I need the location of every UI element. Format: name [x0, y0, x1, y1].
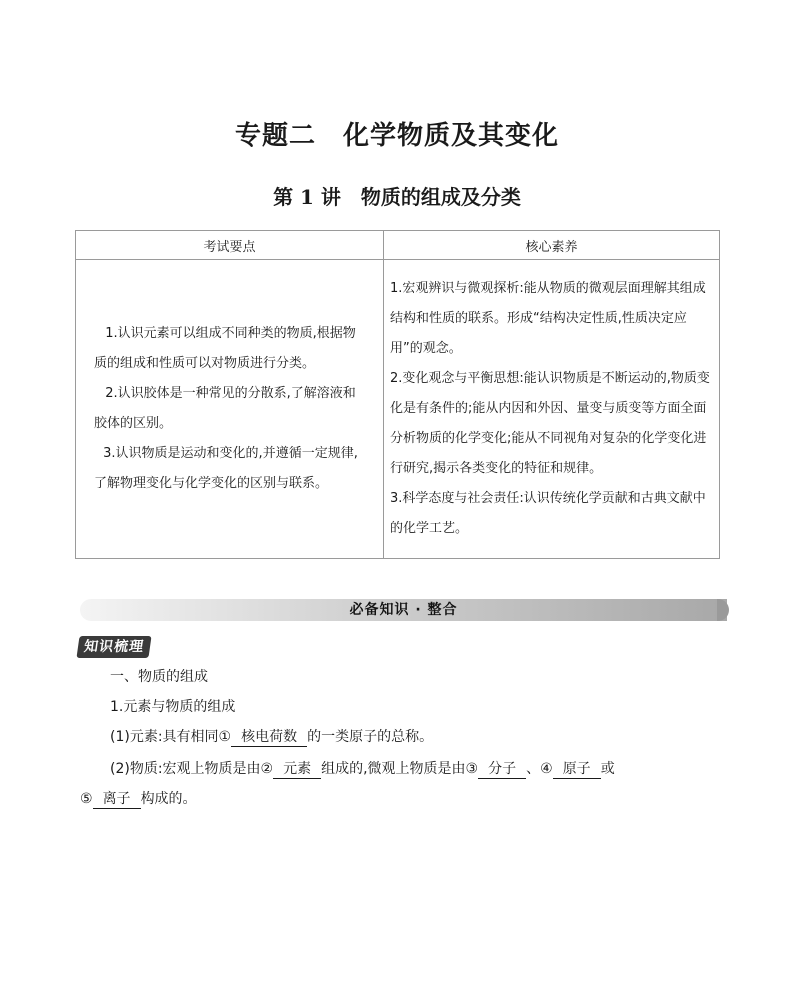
section-banner: 必备知识 · 整合	[80, 599, 727, 621]
text-segment: 构成的。	[140, 791, 197, 807]
exam-point-line: 质的组成和性质可以对物质进行分类。	[94, 356, 316, 371]
answer-blank: 原子	[553, 760, 601, 779]
element-definition	[110, 726, 433, 747]
answer-blank: 元素	[273, 760, 321, 779]
literacy-item: 3.科学态度与社会责任:认识传统化学贡献和古典文献中的化学工艺。	[390, 491, 706, 536]
exam-point-item	[80, 319, 381, 379]
chapter-title: 专题二 化学物质及其变化	[234, 121, 559, 151]
core-literacy-cell	[384, 260, 720, 559]
literacy-item: 1.宏观辨识与微观探析:能从物质的微观层面理解其组成结构和性质的联系。形成“结构决定性质,性质决定应用”的观念。	[390, 281, 706, 356]
exam-point-line: 2.认识胶体是一种常见的分散系,了解溶液和	[105, 386, 356, 401]
exam-point-line: 胶体的区别。	[94, 416, 173, 431]
matter-definition-cont	[80, 788, 197, 809]
exam-point-line: 1.认识元素可以组成不同种类的物质,根据物	[105, 326, 356, 341]
exam-points-cell	[76, 260, 384, 559]
exam-point-line: 3.认识物质是运动和变化的,并遵循一定规律,	[103, 446, 358, 461]
literacy-item: 2.变化观念与平衡思想:能认识物质是不断运动的,物质变化是有条件的;能从内因和外因、量变与质变等方面全面分析物质的化学变化;能从不同视角对复杂的化学变化进行研究,揭示各类变化的特征和规律。	[390, 371, 710, 476]
exam-point-item	[80, 379, 381, 439]
text-segment: (1)元素:具有相同①	[110, 729, 232, 745]
requirements-table	[75, 230, 720, 559]
knowledge-badge: 知识梳理	[76, 636, 151, 658]
answer-blank: 核电荷数	[231, 728, 307, 747]
answer-blank: 分子	[478, 760, 526, 779]
exam-point-item	[80, 439, 381, 499]
core-literacy-header: 核心素养	[384, 231, 720, 260]
exam-points-header: 考试要点	[76, 231, 384, 260]
lesson-title: 第 1 讲 物质的组成及分类	[273, 185, 521, 209]
text-segment: 的一类原子的总称。	[307, 729, 434, 745]
matter-definition	[110, 758, 615, 779]
text-segment: ⑤	[80, 791, 93, 807]
text-segment: (2)物质:宏观上物质是由②	[110, 761, 274, 777]
exam-point-line: 了解物理变化与化学变化的区别与联系。	[94, 476, 329, 491]
text-segment: 组成的,微观上物质是由③	[321, 761, 479, 777]
subsection-heading: 1.元素与物质的组成	[110, 699, 236, 715]
text-segment: 、④	[526, 761, 553, 777]
section-heading: 一、物质的组成	[110, 669, 208, 685]
text-segment: 或	[600, 761, 615, 777]
answer-blank: 离子	[93, 790, 141, 809]
